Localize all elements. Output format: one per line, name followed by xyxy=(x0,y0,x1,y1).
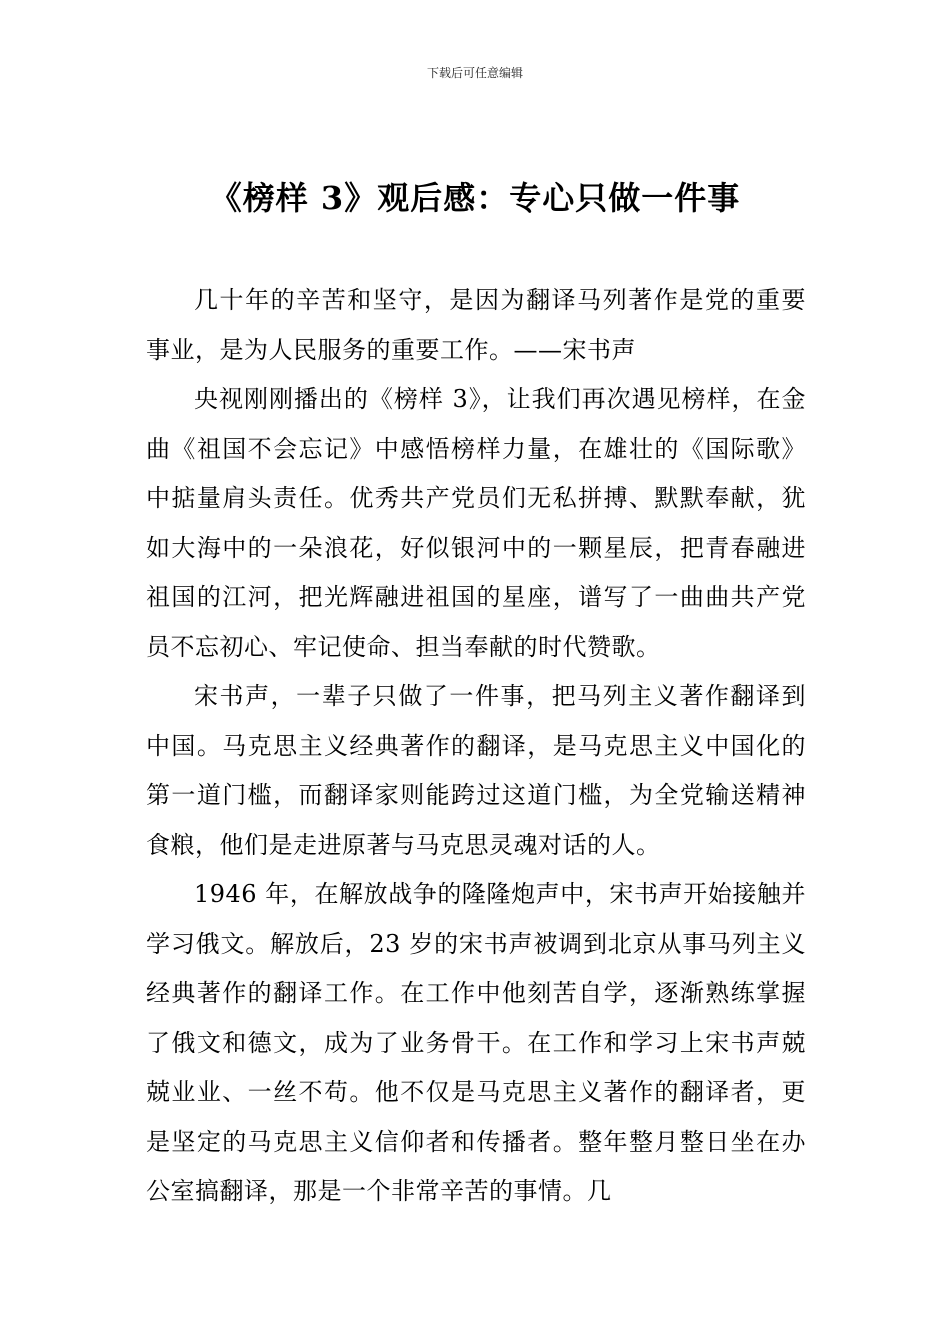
header-note: 下载后可任意编辑 xyxy=(426,66,523,80)
document-body xyxy=(146,276,806,1217)
paragraph: 几十年的辛苦和坚守，是因为翻译马列著作是党的重要事业，是为人民服务的重要工作。——宋书声 xyxy=(146,286,806,364)
paragraph: 宋书声，一辈子只做了一件事，把马列主义著作翻译到中国。马克思主义经典著作的翻译，是马克思主义中国化的第一道门槛，而翻译家则能跨过这道门槛，为全党输送精神食粮，他们是走进原著与马克思灵魂对话的人。 xyxy=(146,682,806,859)
paragraph: 央视刚刚播出的《榜样 3》，让我们再次遇见榜样，在金曲《祖国不会忘记》中感悟榜样力量，在雄壮的《国际歌》中掂量肩头责任。优秀共产党员们无私拼搏、默默奉献，犹如大海中的一朵浪花，好似银河中的一颗星辰，把青春融进祖国的江河，把光辉融进祖国的星座，谱写了一曲曲共产党员不忘初心、牢记使命、担当奉献的时代赞歌。 xyxy=(146,385,806,661)
paragraph: 1946 年，在解放战争的隆隆炮声中，宋书声开始接触并学习俄文。解放后，23 岁的宋书声被调到北京从事马列主义经典著作的翻译工作。在工作中他刻苦自学，逐渐熟练掌握了俄文和德文，成为了业务骨干。在工作和学习上宋书声兢兢业业、一丝不苟。他不仅是马克思主义著作的翻译者，更是坚定的马克思主义信仰者和传播者。整年整月整日坐在办公室搞翻译，那是一个非常辛苦的事情。几 xyxy=(146,880,806,1205)
document-title: 《榜样 3》观后感：专心只做一件事 xyxy=(209,179,741,217)
